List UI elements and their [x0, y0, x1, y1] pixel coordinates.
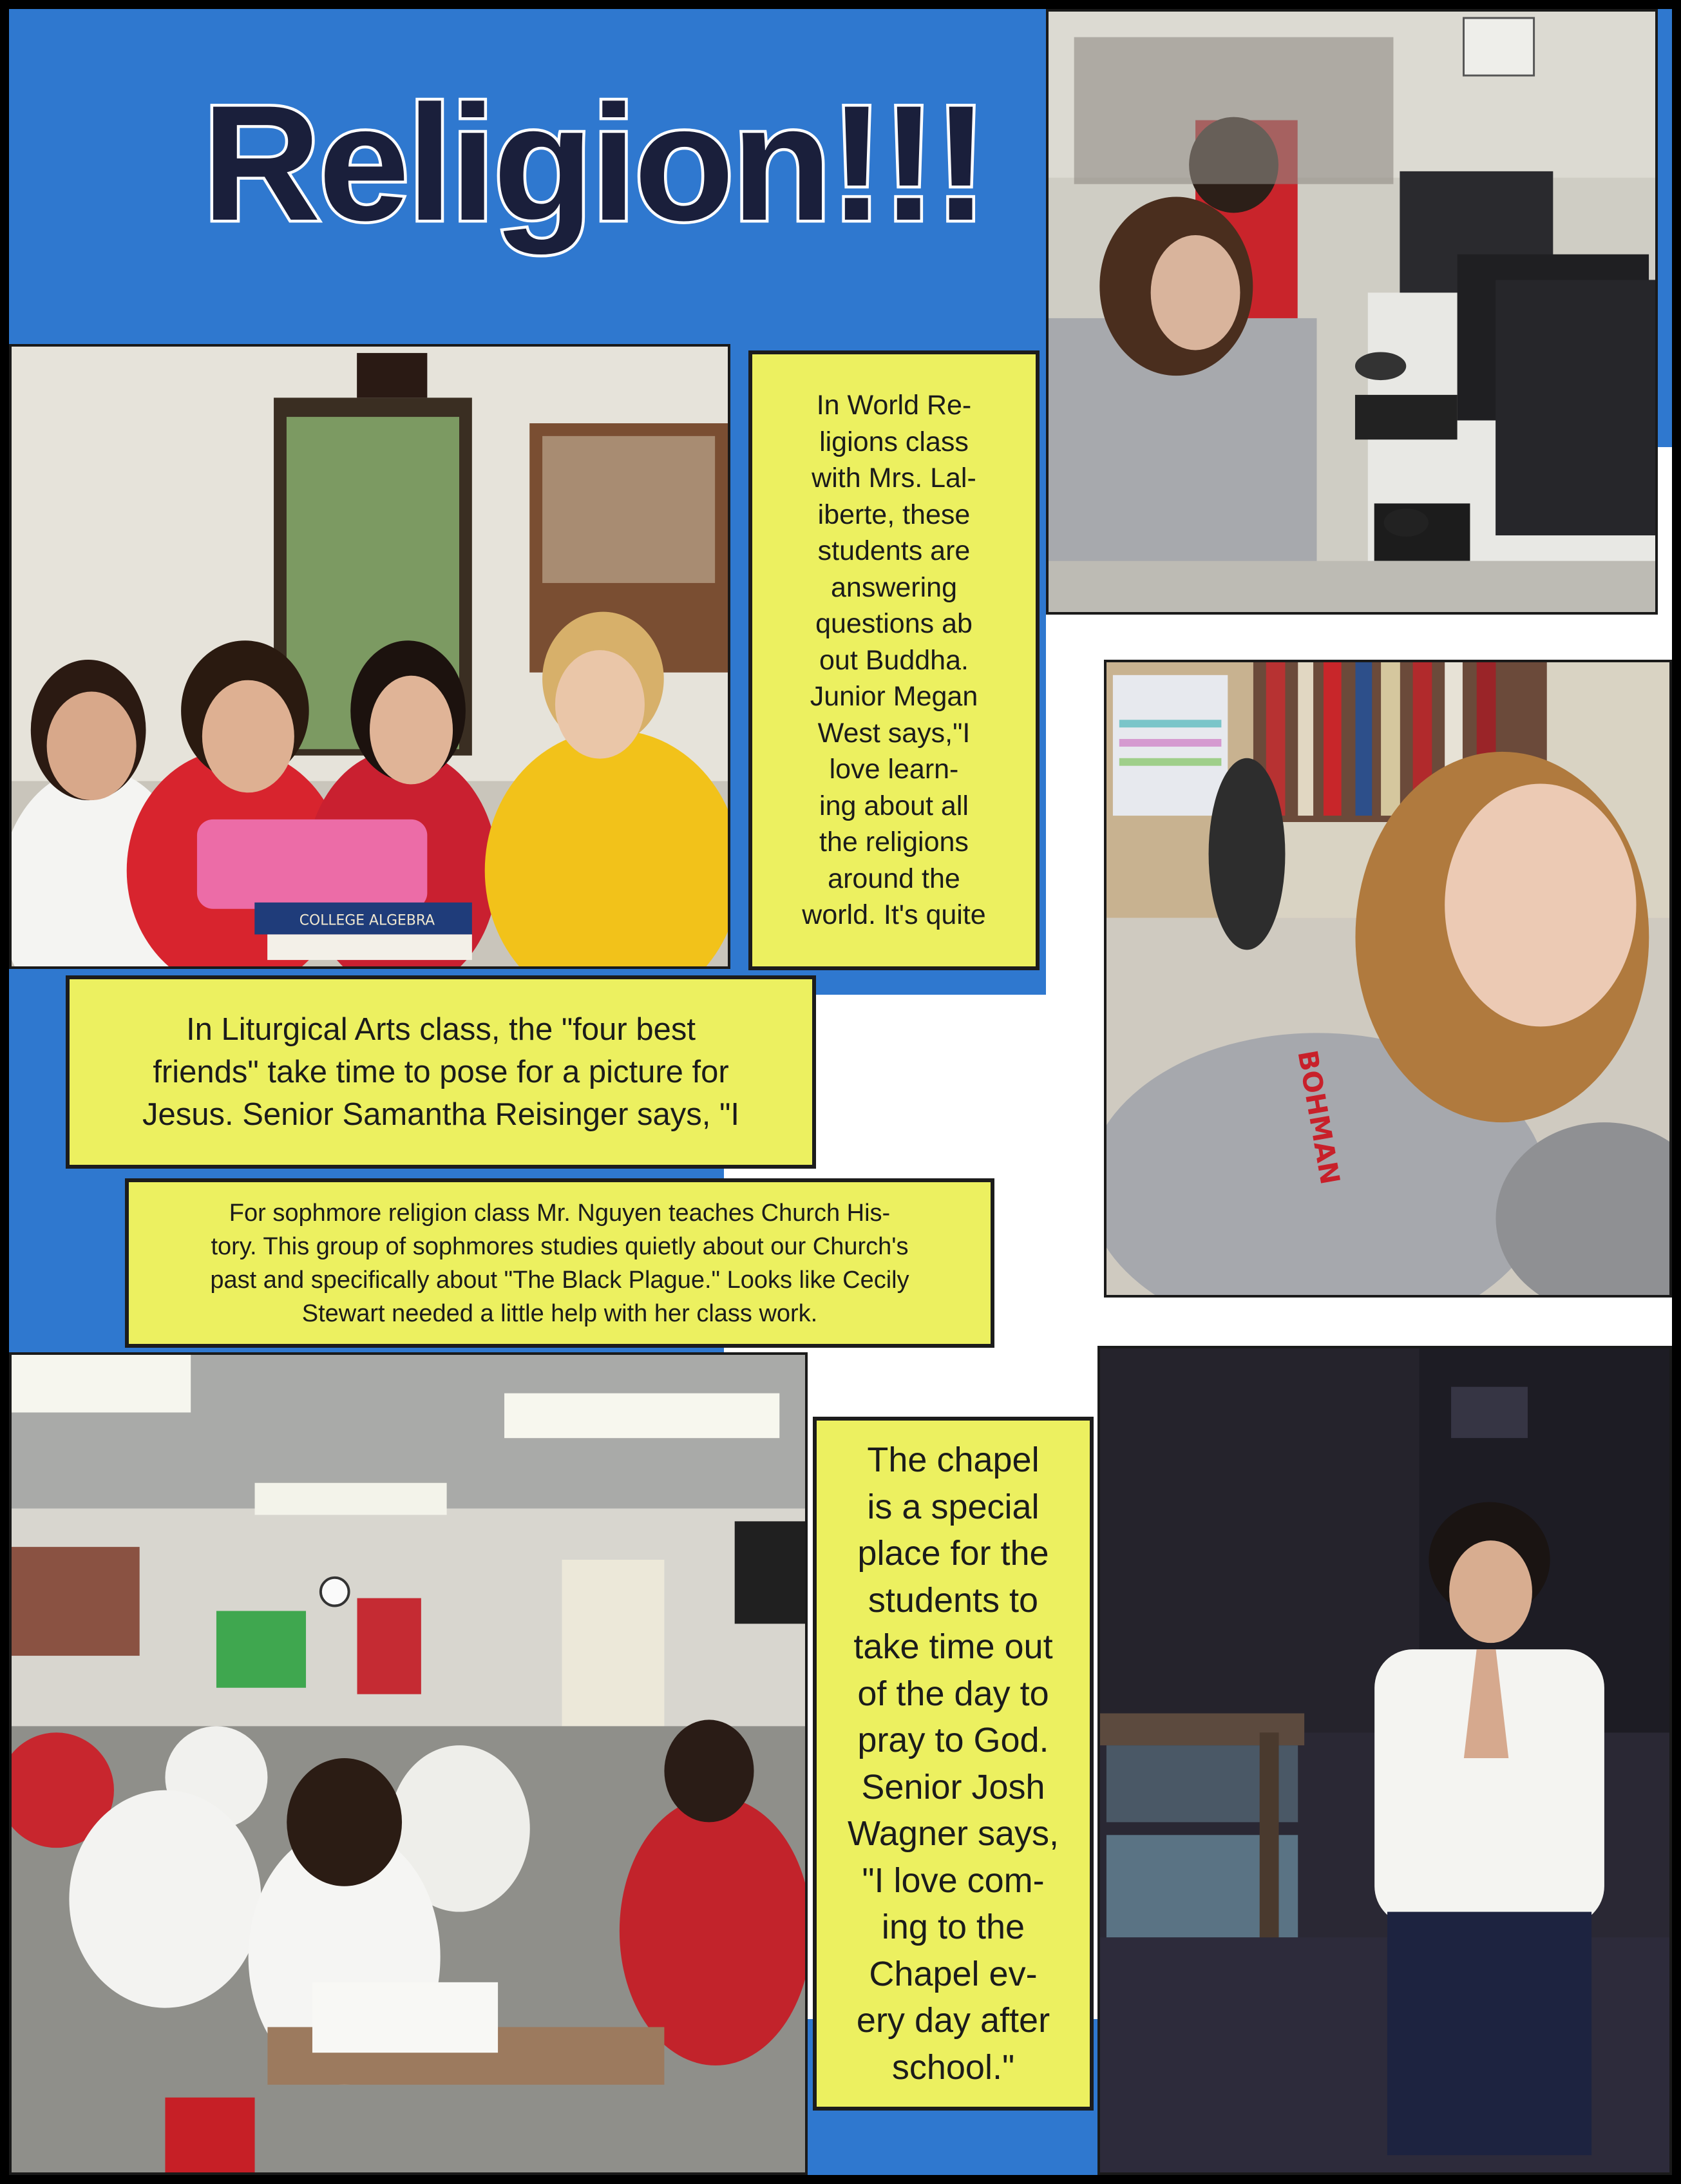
caption-chapel: [813, 1417, 1094, 2111]
caption-liturgical-arts-text: In Liturgical Arts class, the "four best friends" take time to pose for a picture for Jesus. Senior Samantha Reisinger says, "I: [142, 1012, 740, 1132]
caption-liturgical-arts: [66, 975, 816, 1169]
yearbook-page: [9, 9, 1672, 2175]
book-label: COLLEGE ALGEBRA: [299, 912, 435, 929]
caption-sophomore-history: [125, 1178, 994, 1348]
photo-computer-lab: [1046, 9, 1658, 615]
page-title: Religion!!!: [202, 72, 986, 255]
photo-classroom: [9, 1352, 808, 2175]
caption-world-religions-text: In World Re- ligions class with Mrs. Lal- iberte, these students are answering questions ab out Buddha. Junior Megan West says,"I love learn- ing about all the religions around the world. It's quite: [802, 390, 986, 931]
caption-world-religions: [748, 350, 1040, 970]
photo-four-friends: [9, 344, 730, 969]
caption-sophomore-history-text: For sophmore religion class Mr. Nguyen teaches Church His- tory. This group of sophmores studies quietly about our Church's past and specifically about "The Black Plague." Looks like Cecily Stewart needed a little help with her class work.: [210, 1199, 909, 1327]
sleeve-text: BOHMAN: [1291, 1048, 1347, 1187]
caption-chapel-text: The chapel is a special place for the students to take time out of the day to pray to God. Senior Josh Wagner says, "I love com- ing to the Chapel ev- ery day after school.": [847, 1441, 1059, 2087]
photo-chapel-prayer: [1097, 1346, 1672, 2175]
photo-girl-smiling: [1104, 660, 1672, 1298]
blue-strip-right: [1658, 9, 1672, 447]
